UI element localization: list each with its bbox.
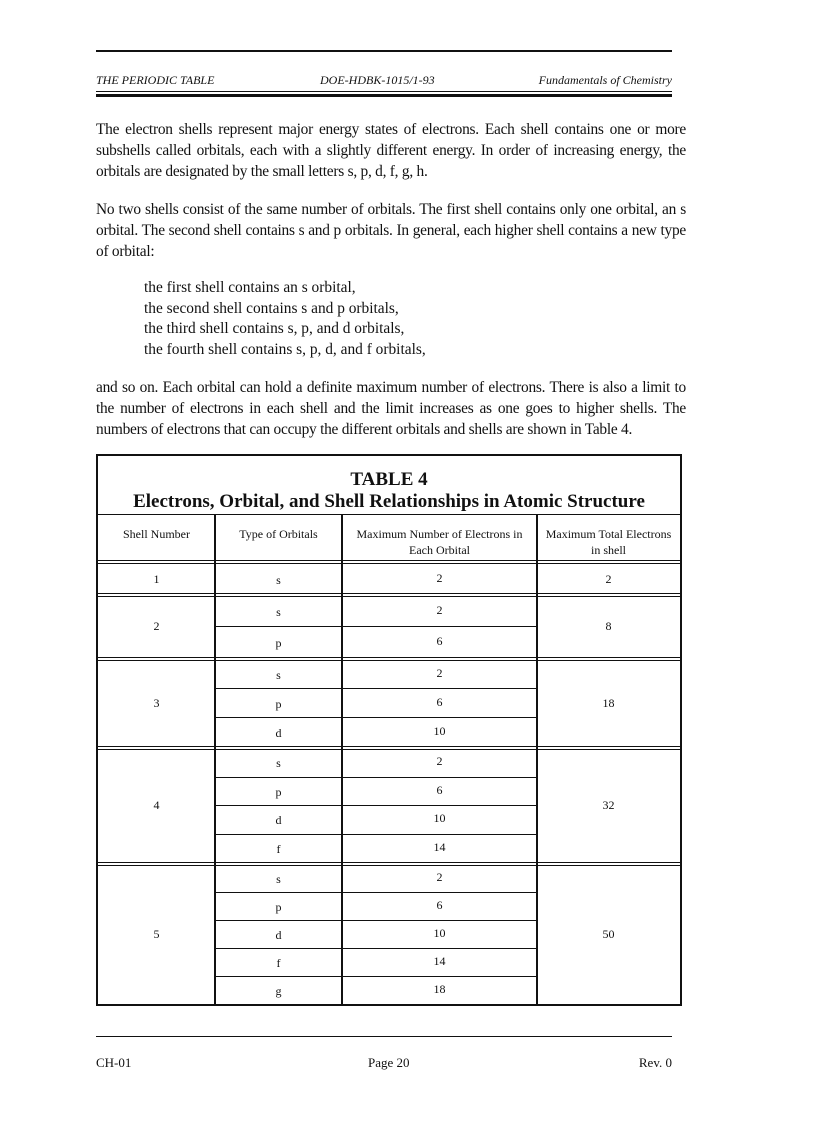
- table-title-rule: [98, 514, 680, 515]
- orbital-max-cell: 6: [436, 782, 443, 797]
- orbital-type-cell: p: [275, 900, 282, 914]
- footer-right: Rev. 0: [638, 1055, 672, 1070]
- orbital-type-cell: d: [275, 928, 282, 942]
- orbital-type-cell: d: [275, 813, 282, 828]
- orbital-type-cell: p: [275, 696, 282, 711]
- shell-number-cell: 4: [153, 798, 160, 812]
- paragraph-2: No two shells consist of the same number of orbitals. The first shell contains only one orbital, an s orbital. The second shell contains s and p orbitals. In general, each higher shell contains a new type of orbital:: [96, 201, 686, 260]
- footer-rule: [96, 1036, 672, 1037]
- orbital-max-cell: 18: [433, 982, 446, 996]
- orbital-row-rule: [216, 834, 537, 835]
- footer-center: Page 20: [368, 1055, 410, 1070]
- max-total-cell: 18: [602, 695, 615, 710]
- orbital-max-cell: 6: [436, 694, 443, 709]
- max-total-cell: 50: [602, 927, 615, 941]
- table-col-max-total: Maximum Total Electrons in shell: [545, 527, 672, 557]
- orbital-type-cell: s: [276, 756, 281, 771]
- header-rule-thick: [96, 94, 672, 97]
- table-header-rule: [98, 560, 680, 564]
- orbital-max-cell: 2: [436, 870, 443, 884]
- orbital-type-cell: f: [276, 841, 281, 856]
- header-top-rule: [96, 50, 672, 52]
- orbital-type-cell: d: [275, 725, 282, 740]
- orbital-row-rule: [216, 892, 537, 893]
- orbital-type-cell: s: [276, 604, 281, 619]
- orbital-type-cell: s: [276, 667, 281, 682]
- orbital-max-cell: 10: [433, 723, 446, 738]
- orbital-row-rule: [216, 626, 537, 627]
- shell-number-cell: 2: [153, 619, 160, 633]
- table-group-rule: [98, 657, 680, 661]
- orbital-row-rule: [216, 948, 537, 949]
- orbital-max-cell: 10: [433, 811, 446, 826]
- footer-left: CH-01: [96, 1055, 132, 1070]
- header-rule-thin: [96, 91, 672, 92]
- table-group-rule: [98, 746, 680, 750]
- table-col-shell: Shell Number: [123, 527, 190, 541]
- table-col-type: Type of Orbitals: [239, 527, 318, 541]
- orbital-max-cell: 6: [436, 633, 443, 648]
- shell-list-item: the second shell contains s and p orbitals,: [144, 299, 399, 317]
- shell-list-item: the third shell contains s, p, and d orbitals,: [144, 320, 405, 337]
- shell-list-item: the first shell contains an s orbital,: [144, 279, 356, 296]
- orbital-type-cell: f: [276, 956, 281, 970]
- paragraph-3: and so on. Each orbital can hold a definite maximum number of electrons. There is also a limit to the number of electrons in each shell and the limit increases as one goes to higher shells. The numbers of electrons that can occupy the different orbitals and shells are shown in Table 4.: [96, 379, 686, 438]
- shell-number-cell: 3: [153, 695, 160, 710]
- shell-number-cell: 5: [153, 927, 160, 941]
- orbital-row-rule: [216, 920, 537, 921]
- orbital-max-cell: 2: [436, 754, 443, 769]
- orbital-type-cell: s: [276, 872, 281, 886]
- shell-number-cell: 1: [153, 571, 160, 586]
- orbital-max-cell: 2: [436, 665, 443, 680]
- table-subtitle: Electrons, Orbital, and Shell Relationships in Atomic Structure: [133, 491, 645, 512]
- max-total-cell: 2: [605, 571, 612, 586]
- running-header: [96, 73, 672, 91]
- orbital-row-rule: [216, 777, 537, 778]
- orbital-type-cell: p: [275, 784, 282, 799]
- table-4: [96, 454, 682, 1006]
- max-total-cell: 8: [605, 619, 612, 633]
- table-col-max-orbital: Maximum Number of Electrons in Each Orbital: [356, 527, 523, 557]
- table-group-rule: [98, 862, 680, 866]
- header-center: DOE-HDBK-1015/1-93: [320, 73, 435, 87]
- orbital-row-rule: [216, 688, 537, 689]
- orbital-max-cell: 6: [436, 898, 443, 912]
- orbital-max-cell: 2: [436, 602, 443, 617]
- shell-list: [144, 278, 426, 360]
- orbital-max-cell: 10: [433, 926, 446, 940]
- table-title: TABLE 4: [350, 469, 428, 490]
- orbital-type-cell: g: [275, 984, 282, 998]
- header-left: THE PERIODIC TABLE: [96, 73, 215, 87]
- orbital-row-rule: [216, 976, 537, 977]
- orbital-row-rule: [216, 805, 537, 806]
- orbital-max-cell: 14: [433, 839, 446, 854]
- orbital-max-cell: 14: [433, 954, 446, 968]
- shell-list-item: the fourth shell contains s, p, d, and f orbitals,: [144, 340, 426, 358]
- header-right: Fundamentals of Chemistry: [538, 73, 672, 87]
- max-total-cell: 32: [602, 798, 615, 812]
- table-group-rule: [98, 593, 680, 597]
- orbital-type-cell: s: [276, 572, 281, 587]
- orbital-max-cell: 2: [436, 570, 443, 585]
- orbital-row-rule: [216, 717, 537, 718]
- paragraph-1: The electron shells represent major energy states of electrons. Each shell contains one or more subshells called orbitals, each with a slightly different energy. In order of increasing energy, the orbitals are designated by the small letters s, p, d, f, g, h.: [96, 121, 686, 180]
- orbital-type-cell: p: [275, 635, 282, 650]
